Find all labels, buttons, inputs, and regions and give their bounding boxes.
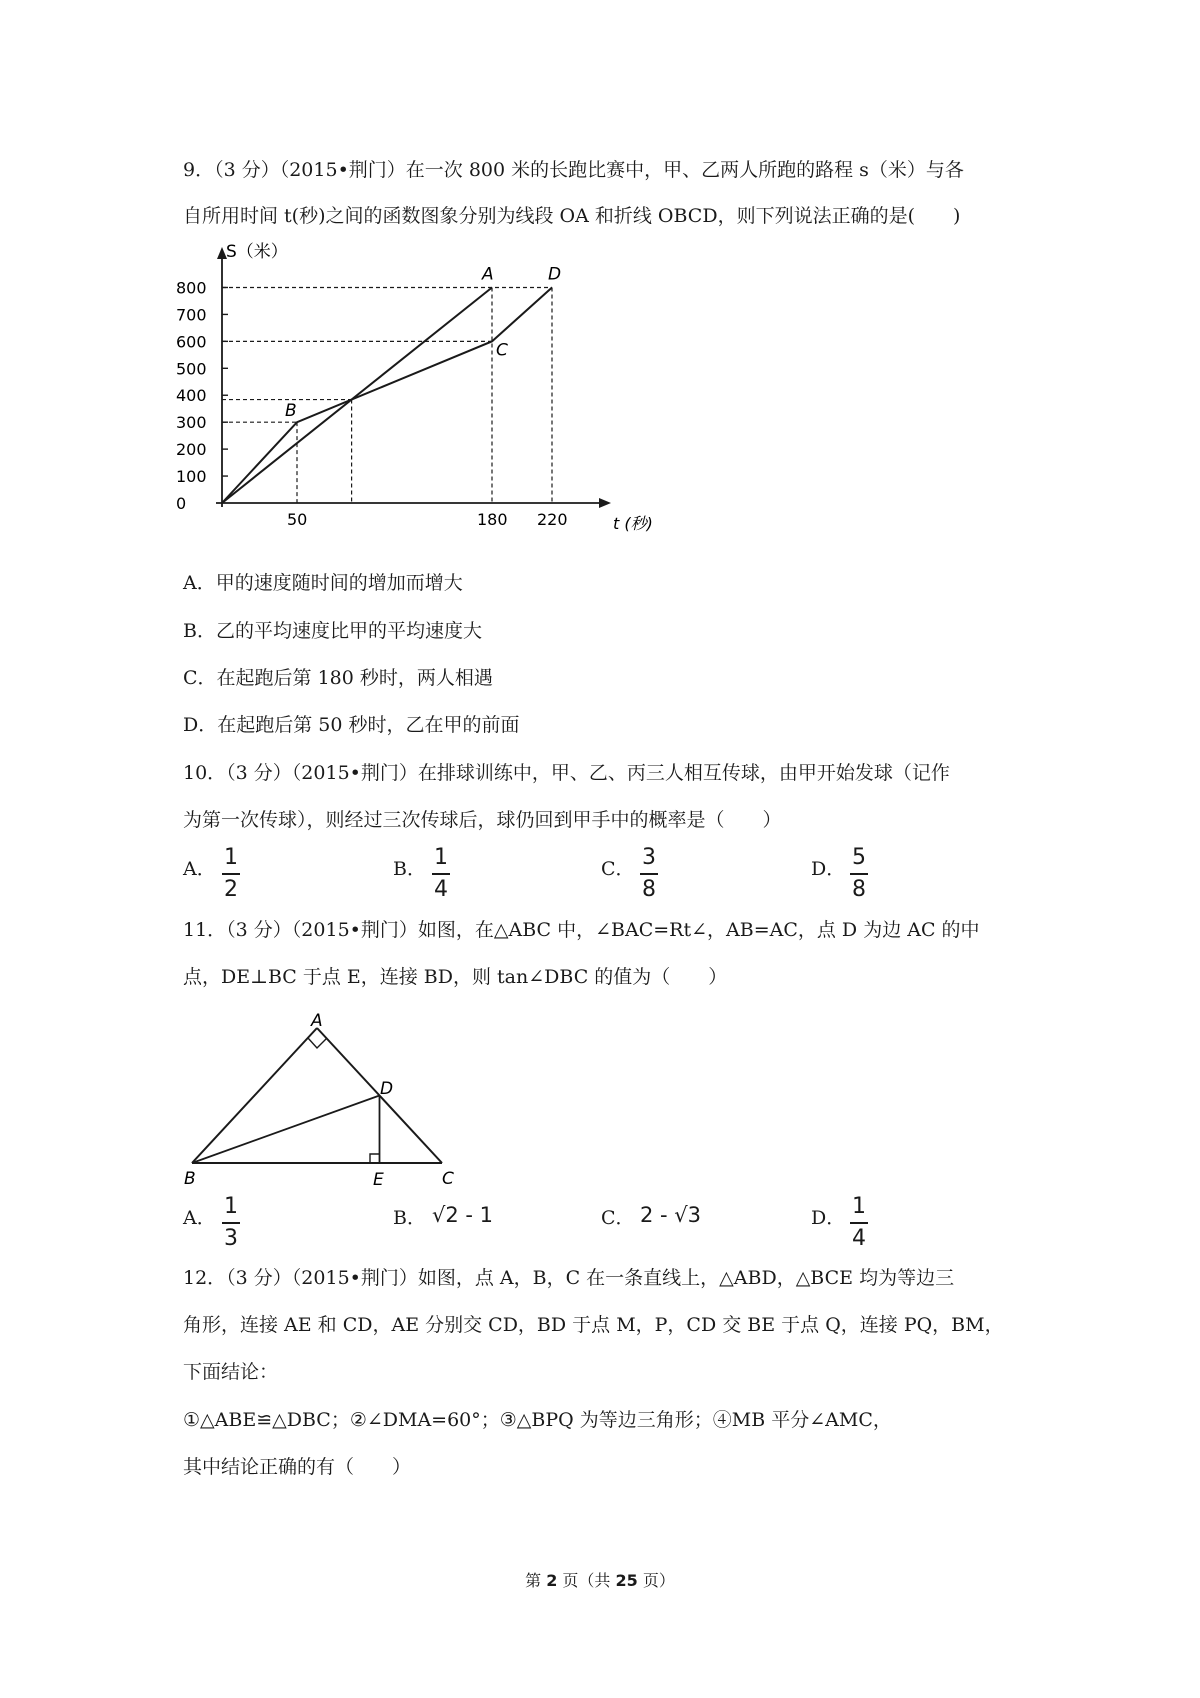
q11-option-c-expression: 2 - √3: [640, 1203, 702, 1227]
vertex-label-b: B: [184, 1169, 196, 1189]
q10-option-c-label: C．: [601, 858, 635, 880]
q11-option-b-expression: √2 - 1: [432, 1203, 494, 1227]
vertex-label-c: C: [442, 1169, 454, 1189]
series-obcd: [222, 287, 552, 503]
y-axis-title: S（米）: [226, 242, 288, 262]
fraction-bar: [222, 1222, 240, 1224]
x-tick-label-220: 220: [537, 510, 568, 529]
q11-option-d-fraction: [850, 1194, 868, 1252]
right-angle-mark-a: [308, 1038, 327, 1048]
y-tick-label-700: 700: [176, 305, 207, 325]
y-tick-label-100: 100: [176, 467, 207, 487]
q9-stem-line2: 自所用时间 t(秒)之间的函数图象分别为线段 OA 和折线 OBCD，则下列说法正确的是( ): [183, 205, 961, 227]
x-tick-label-50: 50: [287, 510, 308, 529]
segment-ab: [192, 1028, 317, 1163]
q10-option-d-numerator: 5: [852, 845, 866, 870]
footer-suffix: 页）: [642, 1571, 675, 1590]
q10-option-c-fraction: [640, 845, 658, 903]
q9-chart: [170, 242, 653, 550]
q9-stem-line1: 9．（3 分）（2015•荆门）在一次 800 米的长跑比赛中，甲、乙两人所跑的路程 s（米）与各: [183, 159, 964, 181]
q9-option-c: C．在起跑后第 180 秒时，两人相遇: [183, 667, 493, 689]
q10-option-c-numerator: 3: [642, 845, 656, 870]
fraction-bar: [222, 873, 240, 875]
y-tick-label-0: 0: [176, 494, 187, 513]
q10-stem-line2: 为第一次传球），则经过三次传球后，球仍回到甲手中的概率是（ ）: [183, 809, 782, 831]
y-tick-label-800: 800: [176, 278, 207, 298]
vertex-label-a: A: [311, 1011, 323, 1031]
q12-stem-line3: 下面结论：: [183, 1361, 279, 1383]
q11-stem-line2: 点，DE⊥BC 于点 E，连接 BD，则 tan∠DBC 的值为（ ）: [183, 966, 728, 988]
q11-option-d-denominator: 4: [852, 1225, 866, 1251]
fraction-bar: [432, 873, 450, 875]
fraction-bar: [850, 1222, 868, 1224]
y-tick-label-500: 500: [176, 359, 207, 379]
q11-triangle-figure: [180, 1008, 470, 1190]
footer-middle: 页（共: [562, 1571, 611, 1590]
q11-option-c-label: C．: [601, 1207, 635, 1229]
point-label-b: B: [285, 401, 297, 422]
y-tick-label-600: 600: [176, 332, 207, 352]
q9-option-b: B．乙的平均速度比甲的平均速度大: [183, 620, 482, 642]
q10-option-a-fraction: [222, 845, 240, 903]
q9-option-a: A．甲的速度随时间的增加而增大: [183, 572, 463, 594]
q10-option-a-label: A．: [183, 858, 216, 880]
vertex-label-d: D: [380, 1079, 394, 1099]
q11-option-a-numerator: 1: [224, 1194, 238, 1219]
q12-stem-line5: 其中结论正确的有（ ）: [183, 1456, 412, 1478]
q11-option-b-label: B．: [393, 1207, 426, 1229]
q11-option-a-denominator: 3: [224, 1225, 238, 1251]
point-label-a: A: [482, 264, 494, 285]
q10-option-a-numerator: 1: [224, 845, 238, 870]
y-tick-label-300: 300: [176, 413, 207, 433]
y-tick-label-400: 400: [176, 386, 207, 406]
q10-option-d-denominator: 8: [852, 876, 866, 902]
q10-option-d-fraction: [850, 845, 868, 903]
q11-option-a-fraction: [222, 1194, 240, 1252]
fraction-bar: [640, 873, 658, 875]
footer-page-number: 2: [546, 1571, 558, 1590]
point-label-d: D: [548, 264, 562, 285]
q10-option-b-fraction: [432, 845, 450, 903]
q11-option-d-numerator: 1: [852, 1194, 866, 1219]
q10-option-b-denominator: 4: [434, 876, 448, 902]
x-axis-arrow: [599, 498, 611, 508]
vertex-label-e: E: [373, 1170, 384, 1190]
x-tick-label-180: 180: [477, 510, 508, 529]
q12-stem-line2: 角形，连接 AE 和 CD，AE 分别交 CD，BD 于点 M，P，CD 交 BE 于点 Q，连接 PQ，BM，: [183, 1314, 1004, 1336]
footer-total-pages: 25: [615, 1571, 638, 1590]
y-tick-label-200: 200: [176, 440, 207, 460]
q11-option-d-label: D．: [811, 1207, 846, 1229]
q12-stem-line1: 12．（3 分）（2015•荆门）如图，点 A，B，C 在一条直线上，△ABD，△BCE 均为等边三: [183, 1267, 955, 1289]
q10-option-d-label: D．: [811, 858, 846, 880]
page-footer: [0, 1568, 1200, 1591]
q9-option-d: D．在起跑后第 50 秒时，乙在甲的前面: [183, 714, 520, 736]
x-axis-title: t (秒): [613, 514, 653, 533]
series-oa: [222, 287, 492, 503]
q12-stem-line4: ①△ABE≌△DBC；②∠DMA=60°；③△BPQ 为等边三角形；④MB 平分∠AMC，: [183, 1409, 892, 1431]
q10-option-c-denominator: 8: [642, 876, 656, 902]
segment-bd: [192, 1096, 380, 1164]
q10-stem-line1: 10．（3 分）（2015•荆门）在排球训练中，甲、乙、丙三人相互传球，由甲开始发球（记作: [183, 762, 950, 784]
q10-option-a-denominator: 2: [224, 876, 238, 902]
footer-prefix: 第: [525, 1571, 542, 1590]
q11-option-a-label: A．: [183, 1207, 216, 1229]
fraction-bar: [850, 873, 868, 875]
right-angle-mark-e: [370, 1154, 380, 1163]
q10-option-b-label: B．: [393, 858, 426, 880]
point-label-c: C: [496, 340, 508, 361]
q10-option-b-numerator: 1: [434, 845, 448, 870]
q11-stem-line1: 11．（3 分）（2015•荆门）如图，在△ABC 中，∠BAC=Rt∠，AB=AC，点 D 为边 AC 的中: [183, 919, 980, 941]
